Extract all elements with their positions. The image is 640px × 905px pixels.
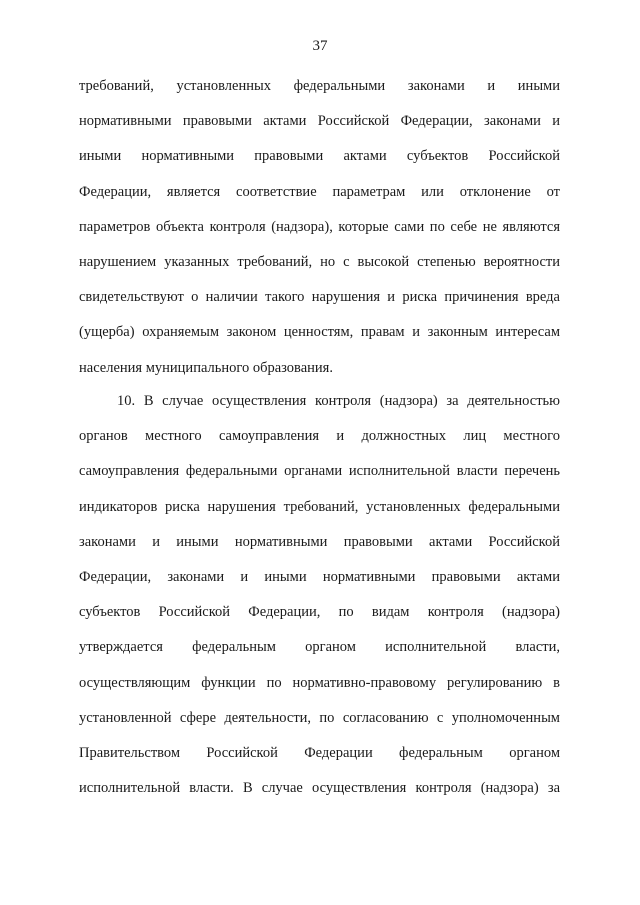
text-line: иными нормативными правовыми актами субъектов Российской bbox=[79, 148, 560, 165]
text-line: свидетельствуют о наличии такого нарушения и риска причинения вреда bbox=[79, 289, 560, 306]
text-line: требований, установленных федеральными законами и иными bbox=[79, 78, 560, 94]
text-line: нормативными правовыми актами Российской Федерации, законами и bbox=[79, 113, 560, 130]
paragraph-continuation bbox=[79, 69, 560, 386]
text-line: субъектов Российской Федерации, по видам контроля (надзора) bbox=[79, 604, 560, 621]
paragraph-item-10 bbox=[79, 384, 560, 806]
text-line: Правительством Российской Федерации федеральным органом bbox=[79, 744, 560, 761]
page-number: 37 bbox=[312, 38, 328, 54]
text-line: индикаторов риска нарушения требований, установленных федеральными bbox=[79, 498, 560, 515]
text-line: (ущерба) охраняемым законом ценностям, правам и законным интересам bbox=[79, 324, 560, 341]
text-line: 10. В случае осуществления контроля (надзора) за деятельностью bbox=[117, 393, 560, 409]
text-line: самоуправления федеральными органами исполнительной власти перечень bbox=[79, 463, 560, 480]
text-line: законами и иными нормативными правовыми актами Российской bbox=[79, 533, 560, 550]
text-line: установленной сфере деятельности, по согласованию с уполномоченным bbox=[79, 709, 560, 726]
text-line: исполнительной власти. В случае осуществления контроля (надзора) за bbox=[79, 780, 560, 797]
text-line: параметров объекта контроля (надзора), которые сами по себе не являются bbox=[79, 218, 560, 235]
text-line: утверждается федеральным органом исполнительной власти, bbox=[79, 639, 560, 656]
text-line: осуществляющим функции по нормативно-правовому регулированию в bbox=[79, 674, 560, 691]
text-line: органов местного самоуправления и должностных лиц местного bbox=[79, 428, 560, 445]
text-line: населения муниципального образования. bbox=[79, 359, 333, 376]
text-line: Федерации, законами и иными нормативными правовыми актами bbox=[79, 568, 560, 585]
text-line: нарушением указанных требований, но с высокой степенью вероятности bbox=[79, 253, 560, 270]
text-line: Федерации, является соответствие параметрам или отклонение от bbox=[79, 183, 560, 200]
